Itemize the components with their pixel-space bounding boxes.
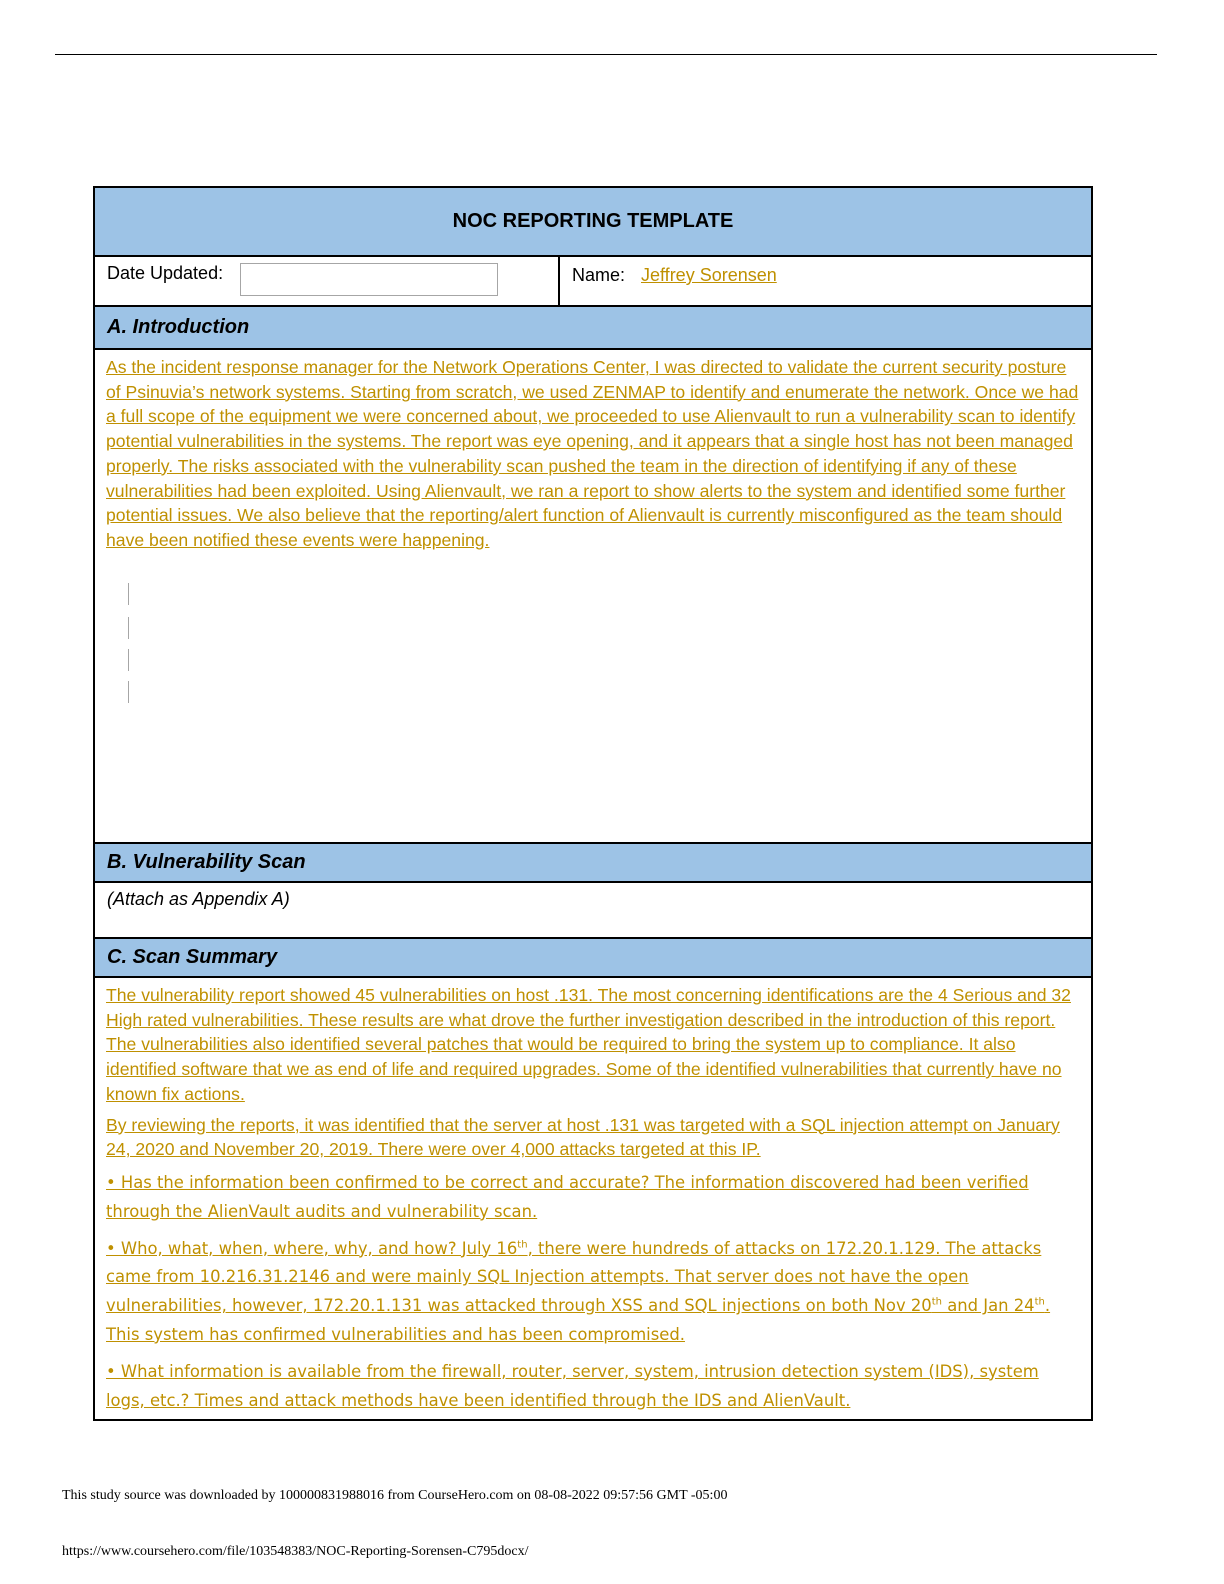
summary-paragraph-1: The vulnerability report showed 45 vulnerabilities on host .131. The most concerning identifications are the 4 Serious and 32 High rated vulnerabilities. These results are what drove the further investigation described in the introduction of this report. The vulnerabilities also identified several patches that would be required to bring the system up to compliance. It also identified software that we as end of life and required upgrades. Some of the identified vulnerabilities that currently have no known fix actions. (106, 985, 1071, 1104)
introduction-body (95, 350, 1091, 844)
summary-bullet-sources: • What information is available from the firewall, router, server, system, intrusion detection system (IDS), system logs, etc.? Times and attack methods have been identified through the IDS and AlienVault. (106, 1361, 1039, 1410)
date-label: Date Updated: (107, 263, 224, 283)
name-cell (560, 257, 1091, 305)
report-title-row (95, 188, 1091, 257)
date-updated-field[interactable] (240, 263, 498, 296)
report-title: NOC REPORTING TEMPLATE (452, 210, 734, 232)
appendix-note-row (95, 883, 1091, 939)
name-label: Name: (572, 265, 626, 285)
section-b-heading: B. Vulnerability Scan (107, 851, 306, 873)
section-a-heading: A. Introduction (107, 316, 250, 338)
summary-paragraph-2: By reviewing the reports, it was identified that the server at host .131 was targeted with a SQL injection attempt on January 24, 2020 and November 20, 2019. There were over 4,000 attacks targeted at this IP. (106, 1114, 1060, 1160)
footer-source-line: This study source was downloaded by 100000831988016 from CourseHero.com on 08-08-2022 09:57:56 GMT -05:00 (62, 1488, 728, 1503)
summary-bullet-confirmed: • Has the information been confirmed to be correct and accurate? The information discovered had been verified through the AlienVault audits and vulnerability scan. (106, 1172, 1029, 1221)
name-value: Jeffrey Sorensen (641, 265, 777, 285)
change-bar (128, 681, 129, 703)
meta-row (95, 257, 1091, 307)
section-c-heading-row (95, 939, 1091, 978)
scan-summary-body (95, 978, 1091, 1419)
date-cell (95, 257, 560, 305)
change-bar (128, 649, 129, 671)
change-bar (128, 583, 129, 605)
section-b-heading-row (95, 844, 1091, 883)
appendix-note: (Attach as Appendix A) (107, 889, 290, 909)
noc-report-table (93, 186, 1093, 1421)
page-top-rule (55, 54, 1157, 55)
section-a-heading-row (95, 307, 1091, 350)
introduction-text: As the incident response manager for the Network Operations Center, I was directed to validate the current security posture of Psinuvia’s network systems. Starting from scratch, we used ZENMAP to identify and enumerate the network. Once we had a full scope of the equipment we were concerned about, we proceeded to use Alienvault to run a vulnerability scan to identify potential vulnerabilities in the systems. The report was eye opening, and it appears that a single host has not been managed properly. The risks associated with the vulnerability scan pushed the team in the direction of identifying if any of these vulnerabilities had been exploited. Using Alienvault, we ran a report to show alerts to the system and identified some further potential issues. We also believe that the reporting/alert function of Alienvault is currently misconfigured as the team should have been notified these events were happening. (106, 357, 1079, 550)
footer-url-line[interactable]: https://www.coursehero.com/file/103548383/NOC-Reporting-Sorensen-C795docx/ (62, 1544, 529, 1559)
section-c-heading: C. Scan Summary (107, 946, 278, 968)
change-bar (128, 617, 129, 639)
summary-bullet-who-what: • Who, what, when, where, why, and how? July 16th, there were hundreds of attacks on 172.20.1.129. The attacks came from 10.216.31.2146 and were mainly SQL Injection attempts. That server does not have the open vulnerabilities, however, 172.20.1.131 was attacked through XSS and SQL injections on both Nov 20th and Jan 24th. This system has confirmed vulnerabilities and has been compromised. (106, 1238, 1051, 1344)
